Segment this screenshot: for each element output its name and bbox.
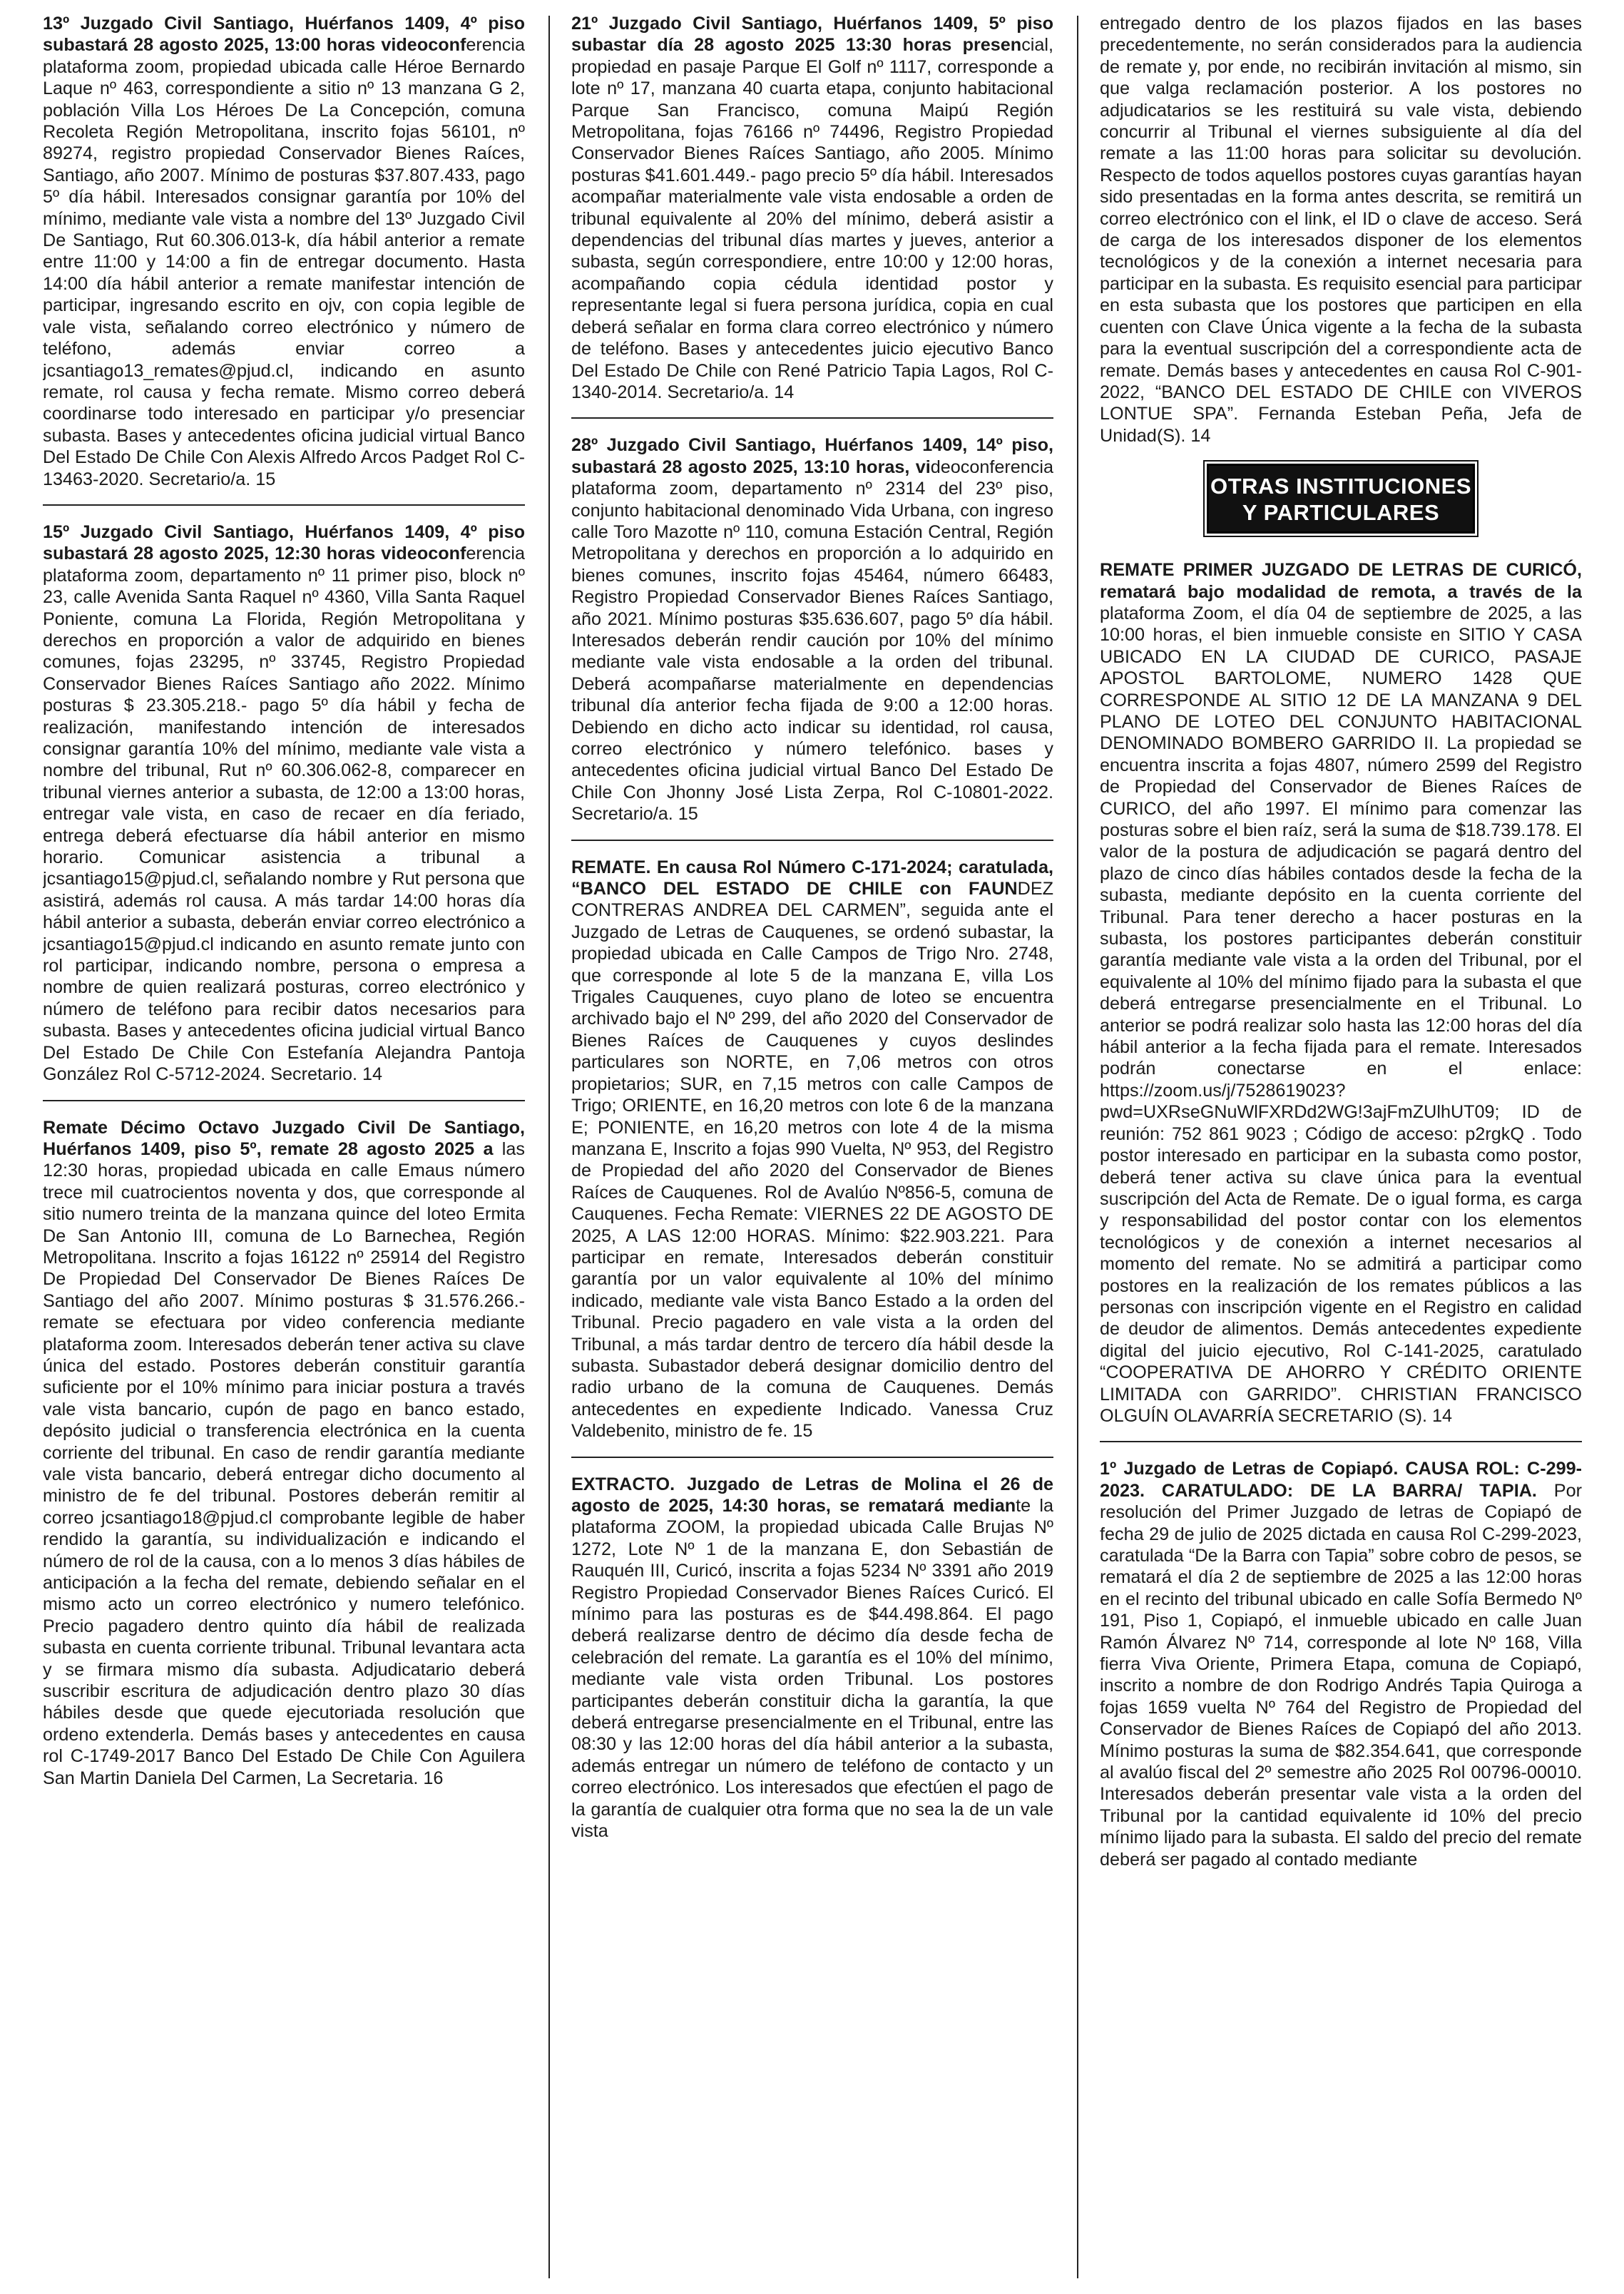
notice-divider <box>1100 1441 1582 1442</box>
notice-divider <box>571 417 1053 419</box>
notice-body: deoconferencia plataforma zoom, departamento nº 2314 del 23º piso, conjunto habitacional denominado Vida Urbana, con ingreso calle Toro Mazotte nº 110, comuna Estación Central, Región Metropolitana y derechos en proporción a lo adquirido en bienes comunes, inscrito fojas 45464, número 66483, Registro Propiedad Conservador Bienes Raíces Santiago, año 2021. Mínimo posturas $35.636.607, pago 5º día hábil. Interesados deberán rendir caución por 10% del mínimo mediante vale vista endosable a la orden del tribunal. Deberá acompañarse materialmente en dependencias tribunal día anterior fecha fijada de 9:00 a 12:00 horas. Debiendo en dicho acto indicar su identidad, rol causa, correo electrónico y número telefónico. bases y antecedentes oficina judicial virtual Banco Del Estado De Chile Con Jhonny José Lista Zerpa, Rol C-10801-2022. Secretario/a. 15 <box>571 457 1053 825</box>
notice-divider <box>571 1457 1053 1458</box>
notice-heading: REMATE PRIMER JUZGADO DE LETRAS DE CURICÓ, rematará bajo modalidad de remota, a través de la <box>1100 560 1582 602</box>
column-3 <box>1100 13 1582 2281</box>
notice-heading: REMATE. En causa Rol Número C-171-2024; caratulada, “BANCO DEL ESTADO DE CHILE con FAUN <box>571 857 1053 899</box>
column-divider <box>548 16 550 2278</box>
notice-15-juzgado-civil <box>43 521 525 1086</box>
notice-molina-continued <box>1100 13 1582 447</box>
notice-body: entregado dentro de los plazos fijados en las bases precedentemente, no serán considerados para la audiencia de remate y, por ende, no recibirán invitación al mismo, sin que valga reclamación posterior. A los postores no adjudicatarios se les restituirá su vale vista, debiendo concurrir al Tribunal el viernes subsiguiente al día del remate a las 11:00 horas para solicitar su devolución. Respecto de todos aquellos postores cuyas garantías hayan sido presentadas en la forma antes descrita, se remitirá un correo electrónico con el link, el ID o clave de acceso. Será de carga de los interesados disponer de los elementos tecnológicos y de la conexión a internet necesaria para participar en la subasta. Es requisito esencial para participar en esta subasta que los postores que participen en ella cuenten con Clave Única vigente a la fecha de la subasta para la eventual suscripción del a correspondiente acta de remate. Demás bases y antecedentes en causa Rol C-901-2022, “BANCO DEL ESTADO DE CHILE con VIVEROS LONTUE SPA”. Fernanda Esteban Peña, Jefa de Unidad(S). 14 <box>1100 14 1582 446</box>
notice-remate-cauquenes <box>571 857 1053 1442</box>
notice-21-juzgado-civil <box>571 13 1053 403</box>
notice-heading: 1º Juzgado de Letras de Copiapó. CAUSA ROL: C-299-2023. CARATULADO: DE LA BARRA/ TAPIA. <box>1100 1459 1582 1501</box>
notice-body: las 12:30 horas, propiedad ubicada en calle Emaus número trece mil cuatrocientos noventa y dos, que corresponde al sitio numero treinta de la manzana quince del loteo Ermita De San Antonio III, comuna de Lo Barnechea, Región Metropolitana. Inscrito a fojas 16122 nº 25914 del Registro De Propiedad Del Conservador De Bienes Raíces De Santiago del año 2007. Mínimo posturas $ 31.576.266.- remate se efectuara por video conferencia mediante plataforma zoom. Interesados deberán tener activa su clave única del estado. Postores deberán constituir garantía suficiente por el 10% mínimo para iniciar postura a través vale vista bancario, cupón de pago en banco estado, depósito judicial o transferencia electrónica en la cuenta corriente del tribunal. En caso de rendir garantía mediante vale vista bancario, deberá entregar dicho documento al ministro de fe del tribunal. Postores deberán remitir al correo jcsantiago18@pjud.cl comprobante legible de haber rendido la garantía, su individualización e indicando el número de rol de la causa, con a lo menos 3 días hábiles de anticipación a la fecha del remate, debiendo señalar en el mismo acto un correo electrónico y numero telefónico. Precio pagadero dentro quinto día hábil de realizada subasta en cuenta corriente tribunal. Tribunal levantara acta y se firmara mismo día subasta. Adjudicatario deberá suscribir escritura de adjudicación dentro plazo 30 días hábiles desde que quede ejecutoriada resolución que ordeno extenderla. Demás bases y antecedentes en causa rol C-1749-2017 Banco Del Estado De Chile Con Aguilera San Martin Daniela Del Carmen, La Secretaria. 16 <box>43 1138 525 1788</box>
section-header-line-2: Y PARTICULARES <box>1242 500 1440 526</box>
notice-extracto-molina <box>571 1474 1053 1842</box>
column-2 <box>571 13 1053 2281</box>
classified-page <box>43 13 1581 2281</box>
notice-body: Por resolución del Primer Juzgado de letras de Copiapó de fecha 29 de julio de 2025 dictada en causa Rol C-299-2023, caratulada “De la Barra con Tapia” sobre cobro de pesos, se rematará el día 2 de septiembre de 2025 a las 12:00 horas en el recinto del tribunal ubicado en calle Sofía Bermedo Nº 191, Piso 1, Copiapó, el inmueble ubicado en calle Juan Ramón Álvarez Nº 714, corresponde al lote Nº 168, Villa fierra Viva Oriente, Primera Etapa, comuna de Copiapó, inscrito a nombre de don Rodrigo Andrés Tapia Quiroga a fojas 1659 vuelta Nº 764 del Registro de Propiedad del Conservador de Bienes Raíces de Copiapó del año 2013. Mínimo posturas la suma de $82.354.641, que corresponde al avalúo fiscal del 2º semestre año 2025 Rol 00796-00010. Interesados deberán presentar vale vista a la orden del Tribunal por la cantidad equivalente id 10% del precio mínimo lijado para la subasta. El saldo del precio del remate deberá ser pagado al contado mediante <box>1100 1480 1582 1870</box>
column-1 <box>43 13 525 2281</box>
notice-divider <box>571 840 1053 841</box>
notice-18-juzgado-civil <box>43 1117 525 1790</box>
notice-body: erencia plataforma zoom, propiedad ubicada calle Héroe Bernardo Laque nº 463, correspondiente a sitio nº 13 manzana G 2, población Villa Los Héroes De La Concepción, comuna Recoleta Región Metropolitana, inscrito fojas 56101, nº 89274, registro propiedad Conservador Bienes Raíces, Santiago, año 2007. Mínimo de posturas $37.807.433, pago 5º día hábil. Interesados consignar garantía por 10% del mínimo, mediante vale vista a nombre del 13º Juzgado Civil De Santiago, Rut 60.306.013-k, día hábil anterior a remate entre 11:00 y 14:00 a fin de entregar documento. Hasta 14:00 día hábil anterior a remate manifestar intención de participar, ingresando escrito en ojv, con copia legible de vale vista, señalando correo electrónico y número de teléfono, además enviar correo a jcsantiago13_remates@pjud.cl, indicando en asunto remate, rol causa y fecha remate. Mismo correo deberá coordinarse todo interesado en participar y/o presenciar subasta. Bases y antecedentes oficina judicial virtual Banco Del Estado De Chile Con Alexis Alfredo Arcos Padget Rol C-13463-2020. Secretario/a. 15 <box>43 35 525 489</box>
notice-heading: Remate Décimo Octavo Juzgado Civil De Santiago, Huérfanos 1409, piso 5º, remate 28 agosto 2025 a <box>43 1117 525 1159</box>
notice-heading: EXTRACTO. Juzgado de Letras de Molina el 26 de agosto de 2025, 14:30 horas, se rematará median <box>571 1474 1053 1516</box>
column-divider <box>1077 16 1078 2278</box>
notice-body: te la plataforma ZOOM, la propiedad ubicada Calle Brujas Nº 1272, Lote Nº 1 de la manzana E, don Sebastián de Rauquén III, Curicó, inscrita a fojas 5234 Nº 3391 año 2019 Registro Propiedad Conservador Bienes Raíces Curicó. El mínimo para las posturas es de $44.498.864. El pago deberá realizarse dentro de décimo día desde fecha de celebración del remate. La garantía es el 10% del mínimo, mediante vale vista orden Tribunal. Los postores participantes deberán constituir dicha la garantía, la que deberá entregarse presencialmente en el Tribunal, entre las 08:30 y las 12:00 horas del día hábil anterior a la subasta, además entregar un número de teléfono de contacto y un correo electrónico. Los interesados que efectúen el pago de la garantía de cualquier otra forma que no sea la de un vale vista <box>571 1496 1053 1842</box>
notice-divider <box>43 504 525 506</box>
notice-body: DEZ CONTRERAS ANDREA DEL CARMEN”, seguida ante el Juzgado de Letras de Cauquenes, se ordenó subastar, la propiedad ubicada en Calle Campos de Trigo Nro. 2748, que corresponde al lote 5 de la manzana E, villa Los Trigales Cauquenes, cuyo plano de loteo se encuentra archivado bajo el Nº 299, del año 2020 del Conservador de Bienes Raíces de Cauquenes y cuyos deslindes particulares son NORTE, en 7,06 metros con otros propietarios; SUR, en 7,15 metros con calle Campos de Trigo; ORIENTE, en 16,20 metros con lote 6 de la manzana E; PONIENTE, en 16,20 metros con lote 4 de la misma manzana E, Inscrito a fojas 990 Vuelta, Nº 953, del Registro de Propiedad del año 2020 del Conservador de Bienes Raíces de Cauquenes. Rol de Avalúo Nº856-5, comuna de Cauquenes. Fecha Remate: VIERNES 22 DE AGOSTO DE 2025, A LAS 12:00 HORAS. Mínimo: $22.903.221. Para participar en remate, Interesados deberán constituir garantía por un valor equivalente al 10% del mínimo indicado, mediante vale vista Banco Estado a la orden del Tribunal. Precio pagadero en vale vista a la orden del Tribunal, a más tardar dentro de tercero día hábil desde la subasta. Subastador deberá designar domicilio dentro del radio urbano de la comuna de Cauquenes. Demás antecedentes en expediente Indicado. Vanessa Cruz Valdebenito, ministro de fe. 15 <box>571 879 1053 1442</box>
notice-body: plataforma Zoom, el día 04 de septiembre de 2025, a las 10:00 horas, el bien inmueble consiste en SITIO Y CASA UBICADO EN LA CIUDAD DE CURICO, PASAJE APOSTOL BARTOLOME, NUMERO 1428 QUE CORRESPONDE AL SITIO 12 DE LA MANZANA 9 DEL PLANO DE LOTEO DEL CONJUNTO HABITACIONAL DENOMINADO BOMBERO GARRIDO II. La propiedad se encuentra inscrita a fojas 4807, número 2599 del Registro de Propiedad del Conservador de Bienes Raíces de CURICO, del año 1997. El mínimo para comenzar las posturas sobre el bien raíz, será la suma de $18.739.178. El valor de la postura de adjudicación se pagará dentro del plazo de cinco días hábiles contados desde la fecha de la subasta, mediante depósito en la cuenta corriente del Tribunal. Para tener derecho a hacer posturas en la subasta, los postores participantes deberán constituir garantía mediante vale vista a la orden del Tribunal, por el equivalente al 10% del mínimo fijado para la subasta el que deberá entregarse presencialmente en el Tribunal. Lo anterior se podrá realizar solo hasta las 12:00 horas del día hábil anterior a la fecha fijada para el remate. Interesados podrán conectarse en el enlace: https://zoom.us/j/7528619023?pwd=UXRseGNuWlFXRDd2WG!3ajFmZUlhUT09; ID de reunión: 752 861 9023 ; Código de acceso: p2rgkQ . Todo postor interesado en participar en la subasta como postor, deberá tener activa su clave única para la eventual suscripción del Acta de Remate. De o igual forma, es carga y responsabilidad del postor contar con los elementos tecnológicos y de conexión a internet necesarios al momento del remate. No se admitirá a participar como postores en la realización de los remates públicos a las personas con inscripción vigente en el Registro en calidad de deudor de alimentos. Demás antecedentes expediente digital del juicio ejecutivo, Rol C-141-2025, caratulado “COOPERATIVA DE AHORRO Y CRÉDITO ORIENTE LIMITADA con GARRIDO”. CHRISTIAN FRANCISCO OLGUÍN OLAVARRÍA SECRETARIO (S). 14 <box>1100 603 1582 1426</box>
notice-heading: 13º Juzgado Civil Santiago, Huérfanos 1409, 4º piso subastará 28 agosto 2025, 13:00 horas videoconf <box>43 14 525 56</box>
notice-remate-curico <box>1100 559 1582 1427</box>
notice-28-juzgado-civil <box>571 434 1053 825</box>
notice-body: cial, propiedad en pasaje Parque El Golf nº 1117, corresponde a lote nº 17, manzana 40 cuarta etapa, conjunto habitacional Parque San Francisco, comuna Maipú Región Metropolitana, fojas 76166 nº 74496, Registro Propiedad Conservador Bienes Raíces Santiago, año 2005. Mínimo posturas $41.601.449.- pago precio 5º día hábil. Interesados acompañar materialmente vale vista endosable a orden de tribunal equivalente al 20% del mínimo, deberá asistir a dependencias del tribunal días martes y jueves, anterior a subasta, según correspondiere, entre 10:00 y 12:00 horas, acompañando copia cédula identidad postor y representante legal si fuera persona jurídica, copia en cual deberá señalar en forma clara correo electrónico y número de teléfono. Bases y antecedentes juicio ejecutivo Banco Del Estado De Chile con René Patricio Tapia Lagos, Rol C-1340-2014. Secretario/a. 14 <box>571 35 1053 402</box>
notice-heading: 15º Juzgado Civil Santiago, Huérfanos 1409, 4º piso subastará 28 agosto 2025, 12:30 horas videoconf <box>43 521 525 564</box>
section-header-line-1: OTRAS INSTITUCIONES <box>1210 474 1471 499</box>
notice-13-juzgado-civil <box>43 13 525 490</box>
section-header-otras-instituciones <box>1207 464 1475 534</box>
notice-divider <box>43 1100 525 1101</box>
notice-heading: 28º Juzgado Civil Santiago, Huérfanos 1409, 14º piso, subastará 28 agosto 2025, 13:10 horas, vi <box>571 435 1053 477</box>
notice-copiapo <box>1100 1458 1582 1870</box>
notice-body: erencia plataforma zoom, departamento nº 11 primer piso, block nº 23, calle Avenida Santa Raquel nº 4360, Villa Santa Raquel Poniente, comuna La Florida, Región Metropolitana y derechos en proporción a valor de adquirido en bienes comunes, fojas 23295, nº 33745, Registro Propiedad Conservador Bienes Raíces Santiago año 2022. Mínimo posturas $ 23.305.218.- pago 5º día hábil y fecha de realización, manifestando intención de interesados consignar garantía 10% del mínimo, mediante vale vista a nombre del tribunal, Rut nº 60.306.062-8, comparecer en tribunal viernes anterior a subasta, de 12:00 a 13:00 horas, entregar vale vista, en caso de recaer en día feriado, entrega deberá efectuarse día hábil anterior en mismo horario. Comunicar asistencia a tribunal a jcsantiago15@pjud.cl, señalando nombre y Rut persona que asistirá, además rol causa. A más tardar 14:00 horas día hábil anterior a subasta, deberán enviar correo electrónico a jcsantiago15@pjud.cl indicando en asunto remate junto con rol participar, indicando nombre, persona o empresa a nombre de quien realizará posturas, correo electrónico y número de teléfono para recibir datos necesarios para subasta. Bases y antecedentes oficina judicial virtual Banco Del Estado De Chile Con Estefanía Alejandra Pantoja González Rol C-5712-2024. Secretario. 14 <box>43 544 525 1085</box>
notice-heading: 21º Juzgado Civil Santiago, Huérfanos 1409, 5º piso subastar día 28 agosto 2025 13:30 horas presen <box>571 14 1053 56</box>
